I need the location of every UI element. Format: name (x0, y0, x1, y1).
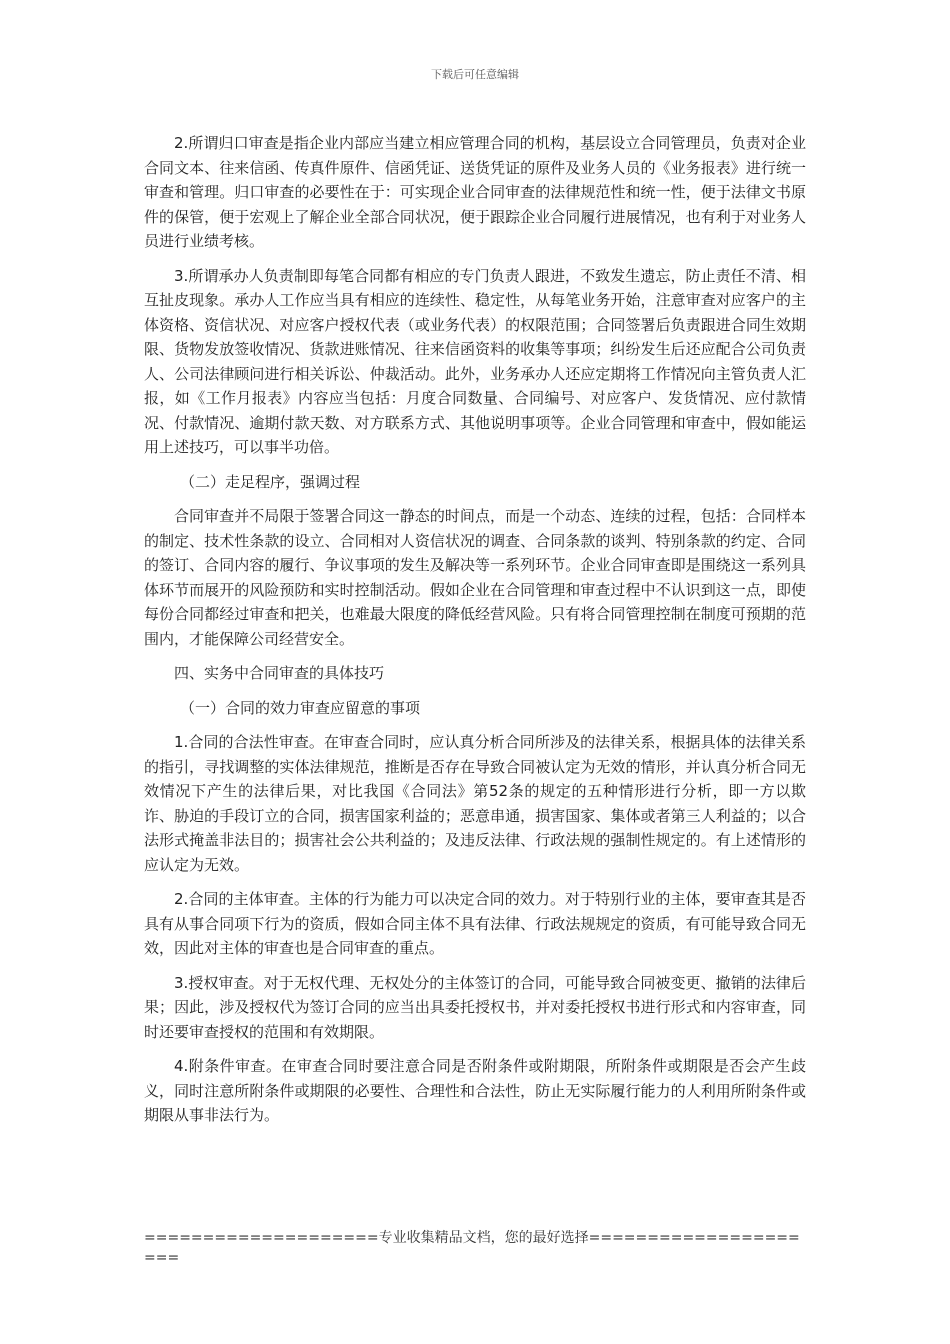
paragraph-authorization-review: 3.授权审查。对于无权代理、无权处分的主体签订的合同，可能导致合同被变更、撤销的法律后果；因此，涉及授权代为签订合同的应当出具委托授权书，并对委托授权书进行形式和内容审查，同时还要审查授权的范围和有效期限。 (144, 973, 806, 1041)
section-heading-procedure: （二）走足程序，强调过程 (180, 472, 361, 491)
paragraph-subject-review: 2.合同的主体审查。主体的行为能力可以决定合同的效力。对于特别行业的主体，要审查其是否具有从事合同项下行为的资质，假如合同主体不具有法律、行政法规规定的资质，有可能导致合同无效，因此对主体的审查也是合同审查的重点。 (144, 890, 806, 957)
page-header: 下载后可任意编辑 (431, 68, 519, 81)
section-heading-validity-review: （一）合同的效力审查应留意的事项 (180, 698, 421, 717)
paragraph-dynamic-process: 合同审查并不局限于签署合同这一静态的时间点，而是一个动态、连续的过程，包括：合同样本的制定、技术性条款的设立、合同相对人资信状况的调查、合同条款的谈判、特别条款的约定、合同的签订、合同内容的履行、争议事项的发生及解决等一系列环节。企业合同审查即是围绕这一系列具体环节而展开的风险预防和实时控制活动。假如企业在合同管理和审查过程中不认识到这一点，即使每份合同都经过审查和把关，也难最大限度的降低经营风险。只有将合同管理控制在制度可预期的范围内，才能保障公司经营安全。 (144, 507, 806, 648)
paragraph-centralized-review: 2.所谓归口审查是指企业内部应当建立相应管理合同的机构，基层设立合同管理员，负责对企业合同文本、往来信函、传真件原件、信函凭证、送货凭证的原件及业务人员的《业务报表》进行统一审查和管理。归口审查的必要性在于：可实现企业合同审查的法律规范性和统一性，便于法律文书原件的保管，便于宏观上了解企业全部合同状况，便于跟踪企业合同履行进展情况，也有利于对业务人员进行业绩考核。 (144, 134, 806, 250)
section-heading-practical-skills: 四、实务中合同审查的具体技巧 (174, 664, 385, 682)
paragraph-legality-review: 1.合同的合法性审查。在审查合同时，应认真分析合同所涉及的法律关系，根据具体的法律关系的指引，寻找调整的实体法律规范，推断是否存在导致合同被认定为无效的情形，并认真分析合同无效情况下产生的法律后果，对比我国《合同法》第52条的规定的五种情形进行分析，即一方以欺诈、胁迫的手段订立的合同，损害国家利益的；恶意串通，损害国家、集体或者第三人利益的；以合法形式掩盖非法目的；损害社会公共利益的；及违反法律、行政法规的强制性规定的。有上述情形的应认定为无效。 (144, 733, 806, 874)
document-body (144, 131, 806, 1138)
page-footer: ====================专业收集精品文档，您的最好选择===================== (144, 1230, 800, 1266)
paragraph-responsible-person: 3.所谓承办人负责制即每笔合同都有相应的专门负责人跟进，不致发生遗忘，防止责任不清、相互扯皮现象。承办人工作应当具有相应的连续性、稳定性，从每笔业务开始，注意审查对应客户的主体资格、资信状况、对应客户授权代表（或业务代表）的权限范围；合同签署后负责跟进合同生效期限、货物发放签收情况、货款进账情况、往来信函资料的收集等事项；纠纷发生后还应配合公司负责人、公司法律顾问进行相关诉讼、仲裁活动。此外，业务承办人还应定期将工作情况向主管负责人汇报，如《工作月报表》内容应当包括：月度合同数量、合同编号、对应客户、发货情况、应付款情况、付款情况、逾期付款天数、对方联系方式、其他说明事项等。企业合同管理和审查中，假如能运用上述技巧，可以事半功倍。 (144, 266, 806, 456)
paragraph-condition-review: 4.附条件审查。在审查合同时要注意合同是否附条件或附期限，所附条件或期限是否会产生歧义，同时注意所附条件或期限的必要性、合理性和合法性，防止无实际履行能力的人利用所附条件或期限从事非法行为。 (144, 1057, 806, 1124)
